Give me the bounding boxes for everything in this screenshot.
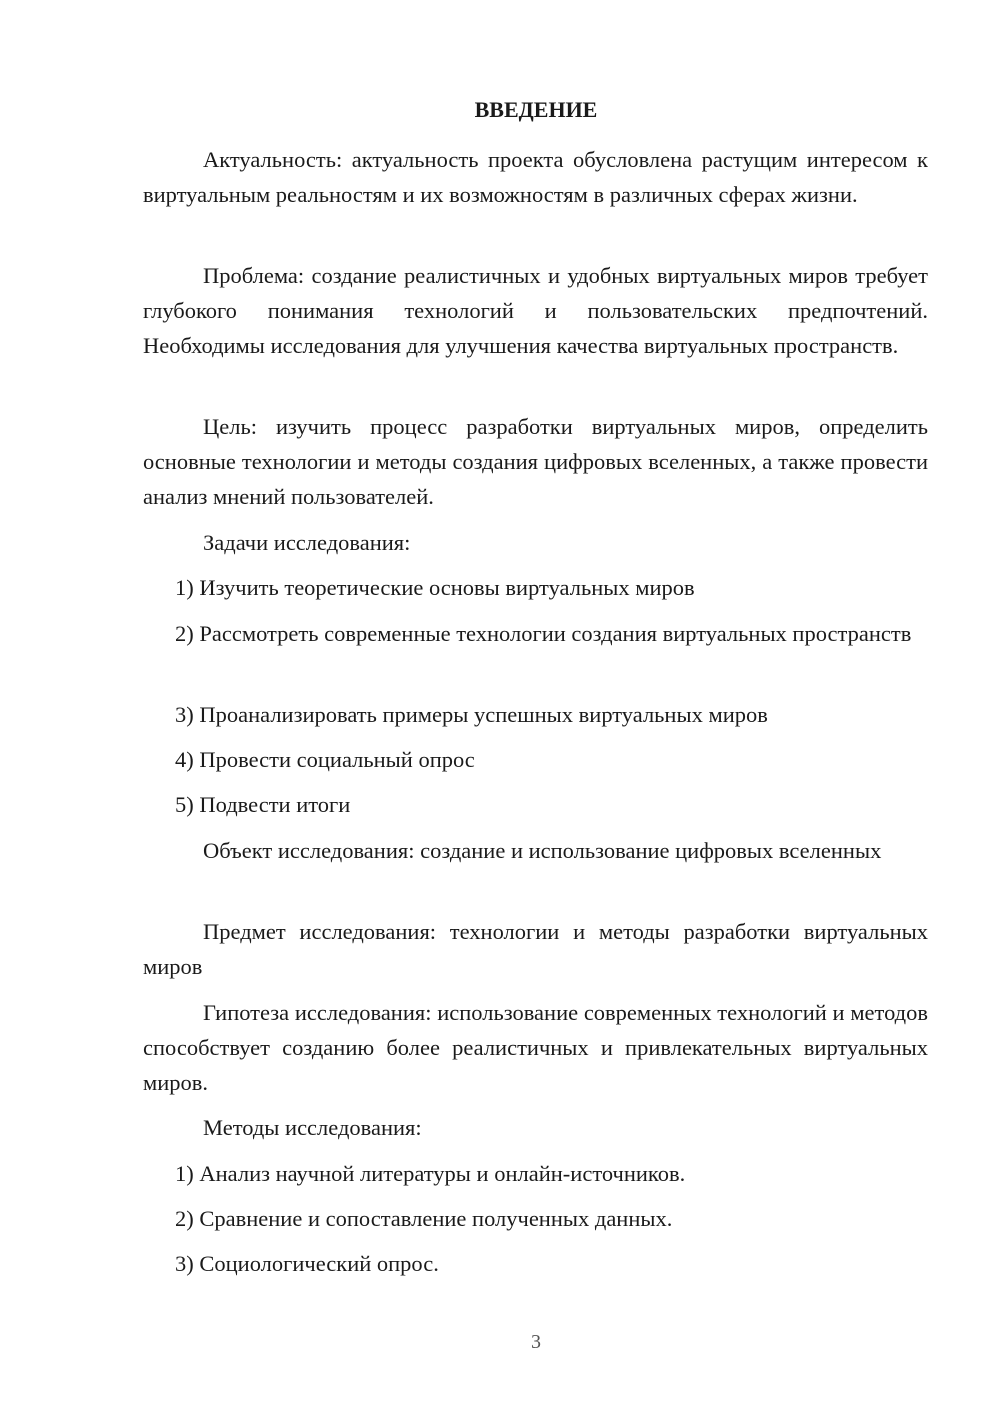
object-paragraph: Объект исследования: создание и использование цифровых вселенных: [203, 838, 882, 863]
task-item: 1) Изучить теоретические основы виртуальных миров: [175, 575, 695, 600]
method-item: 3) Социологический опрос.: [175, 1251, 439, 1276]
goal-paragraph: Цель: изучить процесс разработки виртуальных миров, определить основные технологии и методы создания цифровых вселенных, а также провести анализ мнений пользователей.: [143, 414, 928, 509]
task-item: 5) Подвести итоги: [175, 792, 351, 817]
subject-paragraph: Предмет исследования: технологии и методы разработки виртуальных миров: [143, 919, 928, 979]
method-item: 1) Анализ научной литературы и онлайн-источников.: [175, 1161, 686, 1186]
method-item: 2) Сравнение и сопоставление полученных данных.: [175, 1206, 673, 1231]
task-item: 4) Провести социальный опрос: [175, 747, 475, 772]
problem-paragraph: Проблема: создание реалистичных и удобных виртуальных миров требует глубокого понимания технологий и пользовательских предпочтений. Необходимы исследования для улучшения качества виртуальных пространств.: [143, 263, 928, 358]
methods-title: Методы исследования:: [203, 1115, 422, 1140]
task-item: 2) Рассмотреть современные технологии создания виртуальных пространств: [175, 621, 912, 646]
page-number: 3: [531, 1331, 541, 1353]
hypothesis-paragraph: Гипотеза исследования: использование современных технологий и методов способствует созданию более реалистичных и привлекательных виртуальных миров.: [143, 1000, 928, 1095]
relevance-paragraph: Актуальность: актуальность проекта обусловлена растущим интересом к виртуальным реальностям и их возможностям в различных сферах жизни.: [143, 147, 928, 207]
section-heading: ВВЕДЕНИЕ: [474, 97, 598, 122]
task-item: 3) Проанализировать примеры успешных виртуальных миров: [175, 702, 768, 727]
tasks-title: Задачи исследования:: [203, 530, 411, 555]
